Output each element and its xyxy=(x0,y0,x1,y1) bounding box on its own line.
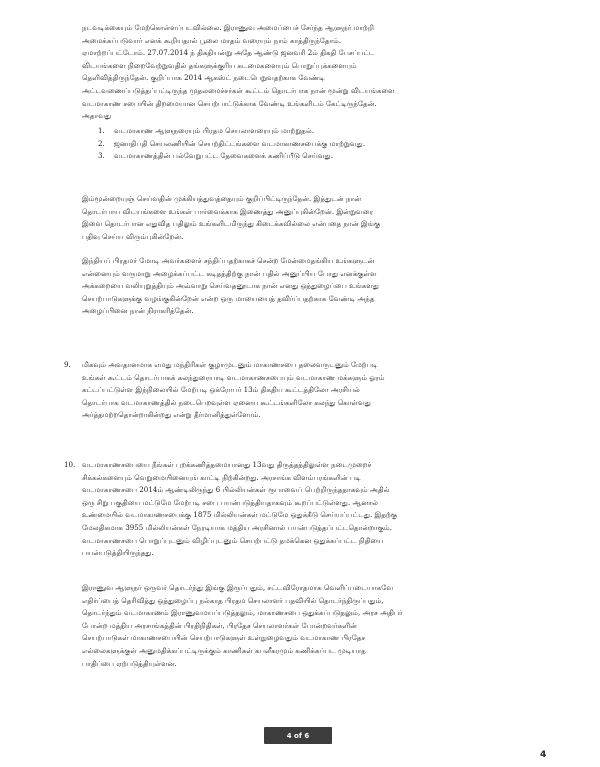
text-line: தொடர்பாக வடமாகாணத்தில் நடைபெறவுள்ள ஏனைய கூட்டங்களிலோ கலந்து கொள்வது xyxy=(82,397,371,407)
text-line: சிக்கல்களையும் வெறுமையினையுங் காட்டி நிற்கின்றது. அரசாங்க விளம்பரங்களின் படி xyxy=(82,472,361,482)
text-line: மேலதிகமாக 3955 மில்லியன்கள் நேரடியாக மத்திய அரசினால் பயன்படுத்தப்பட்டதொன்றாகும். xyxy=(82,522,392,532)
text-line: செயற்பாடுகளுக்கு வழங்குகின்றேன் என்ற ஒரு மாயையைத் தவிர்ப்பதற்காக வேண்டி அந்த xyxy=(82,293,375,303)
text-line: மிகவும் அவதானமாக எமது மந்திரிகள் குழாமுடனும் மாகாணசபை தலைவருடனும் மேற்படி xyxy=(82,360,378,369)
list-number: 1. xyxy=(98,126,105,135)
list-number: 3. xyxy=(98,151,105,161)
text-line: கட்டப்பட்டுள்ள இந்நிலையில் மேற்படி ஒக்ரோபர் 13ம் திகதிய கூட்டத்திலோ அரசியல் xyxy=(82,385,360,395)
list-item xyxy=(98,138,518,151)
list-number: 2. xyxy=(98,138,105,148)
text-line: என்னையும் வருமாறு அழைக்கப்பட்ட கடிதத்திற்கு நான் பதில் அனுப்பிய போது எனக்குள்ள xyxy=(82,268,377,278)
paragraph-3 xyxy=(82,255,520,318)
text-line: உங்கள் கூட்டம் தொடர்பாகக் கலந்துரையாடி வடமாகாணசபையும் வடமாகாண மக்களும் ஓரம் xyxy=(82,372,385,382)
text-line: தொடர்பாய விடயங்களை உங்கள் பார்வைக்காக இணைத்து அனுப்புகின்றேன். இன்றுவரை xyxy=(82,206,374,216)
list-item xyxy=(98,125,518,138)
point-number: 10. xyxy=(64,460,76,469)
text-line: அமைக்கப்படுவார் எனக் கூறியதால் பூலை மாதம் வரையும் நாம் காத்திருந்தோம். xyxy=(82,35,342,45)
paragraph-2 xyxy=(82,193,520,243)
text-line: அக்கறையை வலியுறுத்தியும் அவ்வாறு செய்வதனூடாக நான் எனது ஒத்துழைப்பை உங்களது xyxy=(82,281,379,291)
text-line: விடயங்களை நிறைவேற்றுவதில் தங்களுக்குரிய கடமைகளையும் பொறுப்புக்களையும் xyxy=(82,60,357,70)
text-line: பதிவு செய்ய விரும்புகின்றேன். xyxy=(82,231,184,241)
text-line: இம்மூன்றையுஞ் செய்வதின் முக்கியத்துவத்தையும் குறிப்பிட்டிருந்தேன். இத்துடன் நான் xyxy=(82,194,362,203)
text-line: வடமாகாணசபை 2014ம் ஆண்டிலிருந்து 6 பில்லியன்கள் ரூபாவைப் பெற்றிருந்ததாகவும் அதில் xyxy=(82,485,390,495)
text-line: எதிர்ப்பைத் தெரிவித்து ஒத்துழைப்பு நல்காத பிரதம செயலாளர் பதவியில் தொடர்ந்திருப்பதும், xyxy=(82,595,384,605)
text-line: இராணுவ ஆளுநர் ஒருவர் தொடர்ந்து இங்கு இருப்பதும், சட்டவிரோதமாக வெளிப்படையாகவே xyxy=(82,583,394,592)
text-line: பாதிப்பை ஏற்படுத்தியுள்ளன. xyxy=(82,658,177,668)
text-line: அதாவது xyxy=(82,111,112,121)
text-line: பயன்படுத்தியிருந்தது. xyxy=(82,548,154,558)
page-number: 4 xyxy=(540,750,547,760)
paragraph-10b xyxy=(82,582,520,670)
text-line: வடமாகாண சபையின் திறமையான செயற்பாட்டுக்காக வேண்டி உங்களிடம் கேட்டிருந்தேன். xyxy=(82,98,377,108)
text-line: வடமாகாணசபை பொறுப்புடனும் விழிப்புடனும் செயற்பட்டு தமக்கென ஒதுக்கப்பட்ட நிதியை xyxy=(82,535,384,545)
text-line: அர்த்தமற்றதொன்றாகின்றது என்று தீர்மானித்துள்ளோம். xyxy=(82,410,261,420)
intro-paragraph xyxy=(82,22,520,123)
text-line: நடவடிக்கையும் மேற்கொள்ளப்படவில்லை. இராணுவ அமைப்பைச் சேர்ந்த ஆளுநர் மாற்றி xyxy=(82,23,374,32)
text-line: அட்டவணைப்படுத்தப்பட்டிருந்த முதலமைச்சர்கள் கூட்டம் தொடர்பாக நான் மூன்று விடயங்களை xyxy=(82,85,395,95)
text-line: அழைப்பினை நான் நிராகரித்தேன். xyxy=(82,306,194,316)
text-line: தொடர்ந்தும் வடமாகாணம் இராணுவமயப்படுத்தலும், மாகாணசபை ஒதுக்கப்படுதலும், அரச அதிபர் xyxy=(82,608,403,618)
list-item xyxy=(98,150,518,163)
numbered-point-10 xyxy=(64,459,520,560)
numbered-point-9 xyxy=(64,359,520,422)
text-line: வடமாகாணசபையை நீங்கள் புறக்கணித்தமையானது 13வது திருத்தத்திலுள்ள நடைமுறைச் xyxy=(82,460,372,469)
text-line: ஏமாற்றப்பட்டோம். 27.07.2014 ந் திகதியன்று அதே ஆண்டு ஜனவரி 2ம் திகதி பேசப்பட்ட xyxy=(82,48,375,58)
numbered-list xyxy=(98,125,518,163)
text-line: இந்தியப் பிரதமர் மோடி அவர்களைச் சந்திப்பதற்காகச் சென்ற மேன்மைதங்கிய உங்களுடன் xyxy=(82,256,375,265)
list-text: வடமாகாணத்தின் பல்வேறுபட்ட தேவைகளைக் கணிப்பீடு செய்வது. xyxy=(114,151,333,161)
text-line: போன்ற மத்திய அரசாங்கத்தின் பிரதிநிதிகள், பிரதேச செயலாளர்கள் போன்றவர்களின் xyxy=(82,620,357,630)
page-indicator[interactable]: 4 of 6 xyxy=(264,727,332,744)
text-line: உண்மையில் வடமாகாணசபைக்கு 1875 மில்லியன்கள் மட்டுமே ஒதுக்கீடு செய்யப்பட்டது. இதற்கு xyxy=(82,510,398,520)
text-line: எல்லைகளுக்குள் அனுமதிக்கப்பட்டிருக்கும் காணிகள் கபளீகரமும் கணிக்கப்பட முடியாத xyxy=(82,645,366,655)
text-line: செயற்பாடுகள் மாகாணசபையின் செயற்பாடுகளுள் உள்நுழைவதும் வடமாகாண பிரதேச xyxy=(82,633,366,643)
text-line: ஒரு சிறு பகுதியை மட்டுமே மேற்படி சபை பயன்படுத்தியதாகவும் கூறப்பட்டுள்ளது. ஆனால் xyxy=(82,497,378,507)
list-text: வடமாகாண ஆளுநரையும் பிரதம செயலாளரையும் மாற்றுதல். xyxy=(114,126,315,135)
point-number: 9. xyxy=(64,360,71,369)
list-text: ஜனாதிபதி செயலணியின் செயற்திட்டங்களை வடமாகாணசபைக்கு மாற்றுவது. xyxy=(114,138,366,148)
text-line: தெளிவித்திருந்தேன். குறிப்பாக 2014 ஆகஸ்ட் நடைபெறுவதற்காக வேண்டி xyxy=(82,73,325,83)
text-line: இவை தொடர்பான எதுவித பதிலும் உங்களிடமிருந்து கிடைக்கவில்லை என்பதை நான் இங்கு xyxy=(82,219,381,229)
